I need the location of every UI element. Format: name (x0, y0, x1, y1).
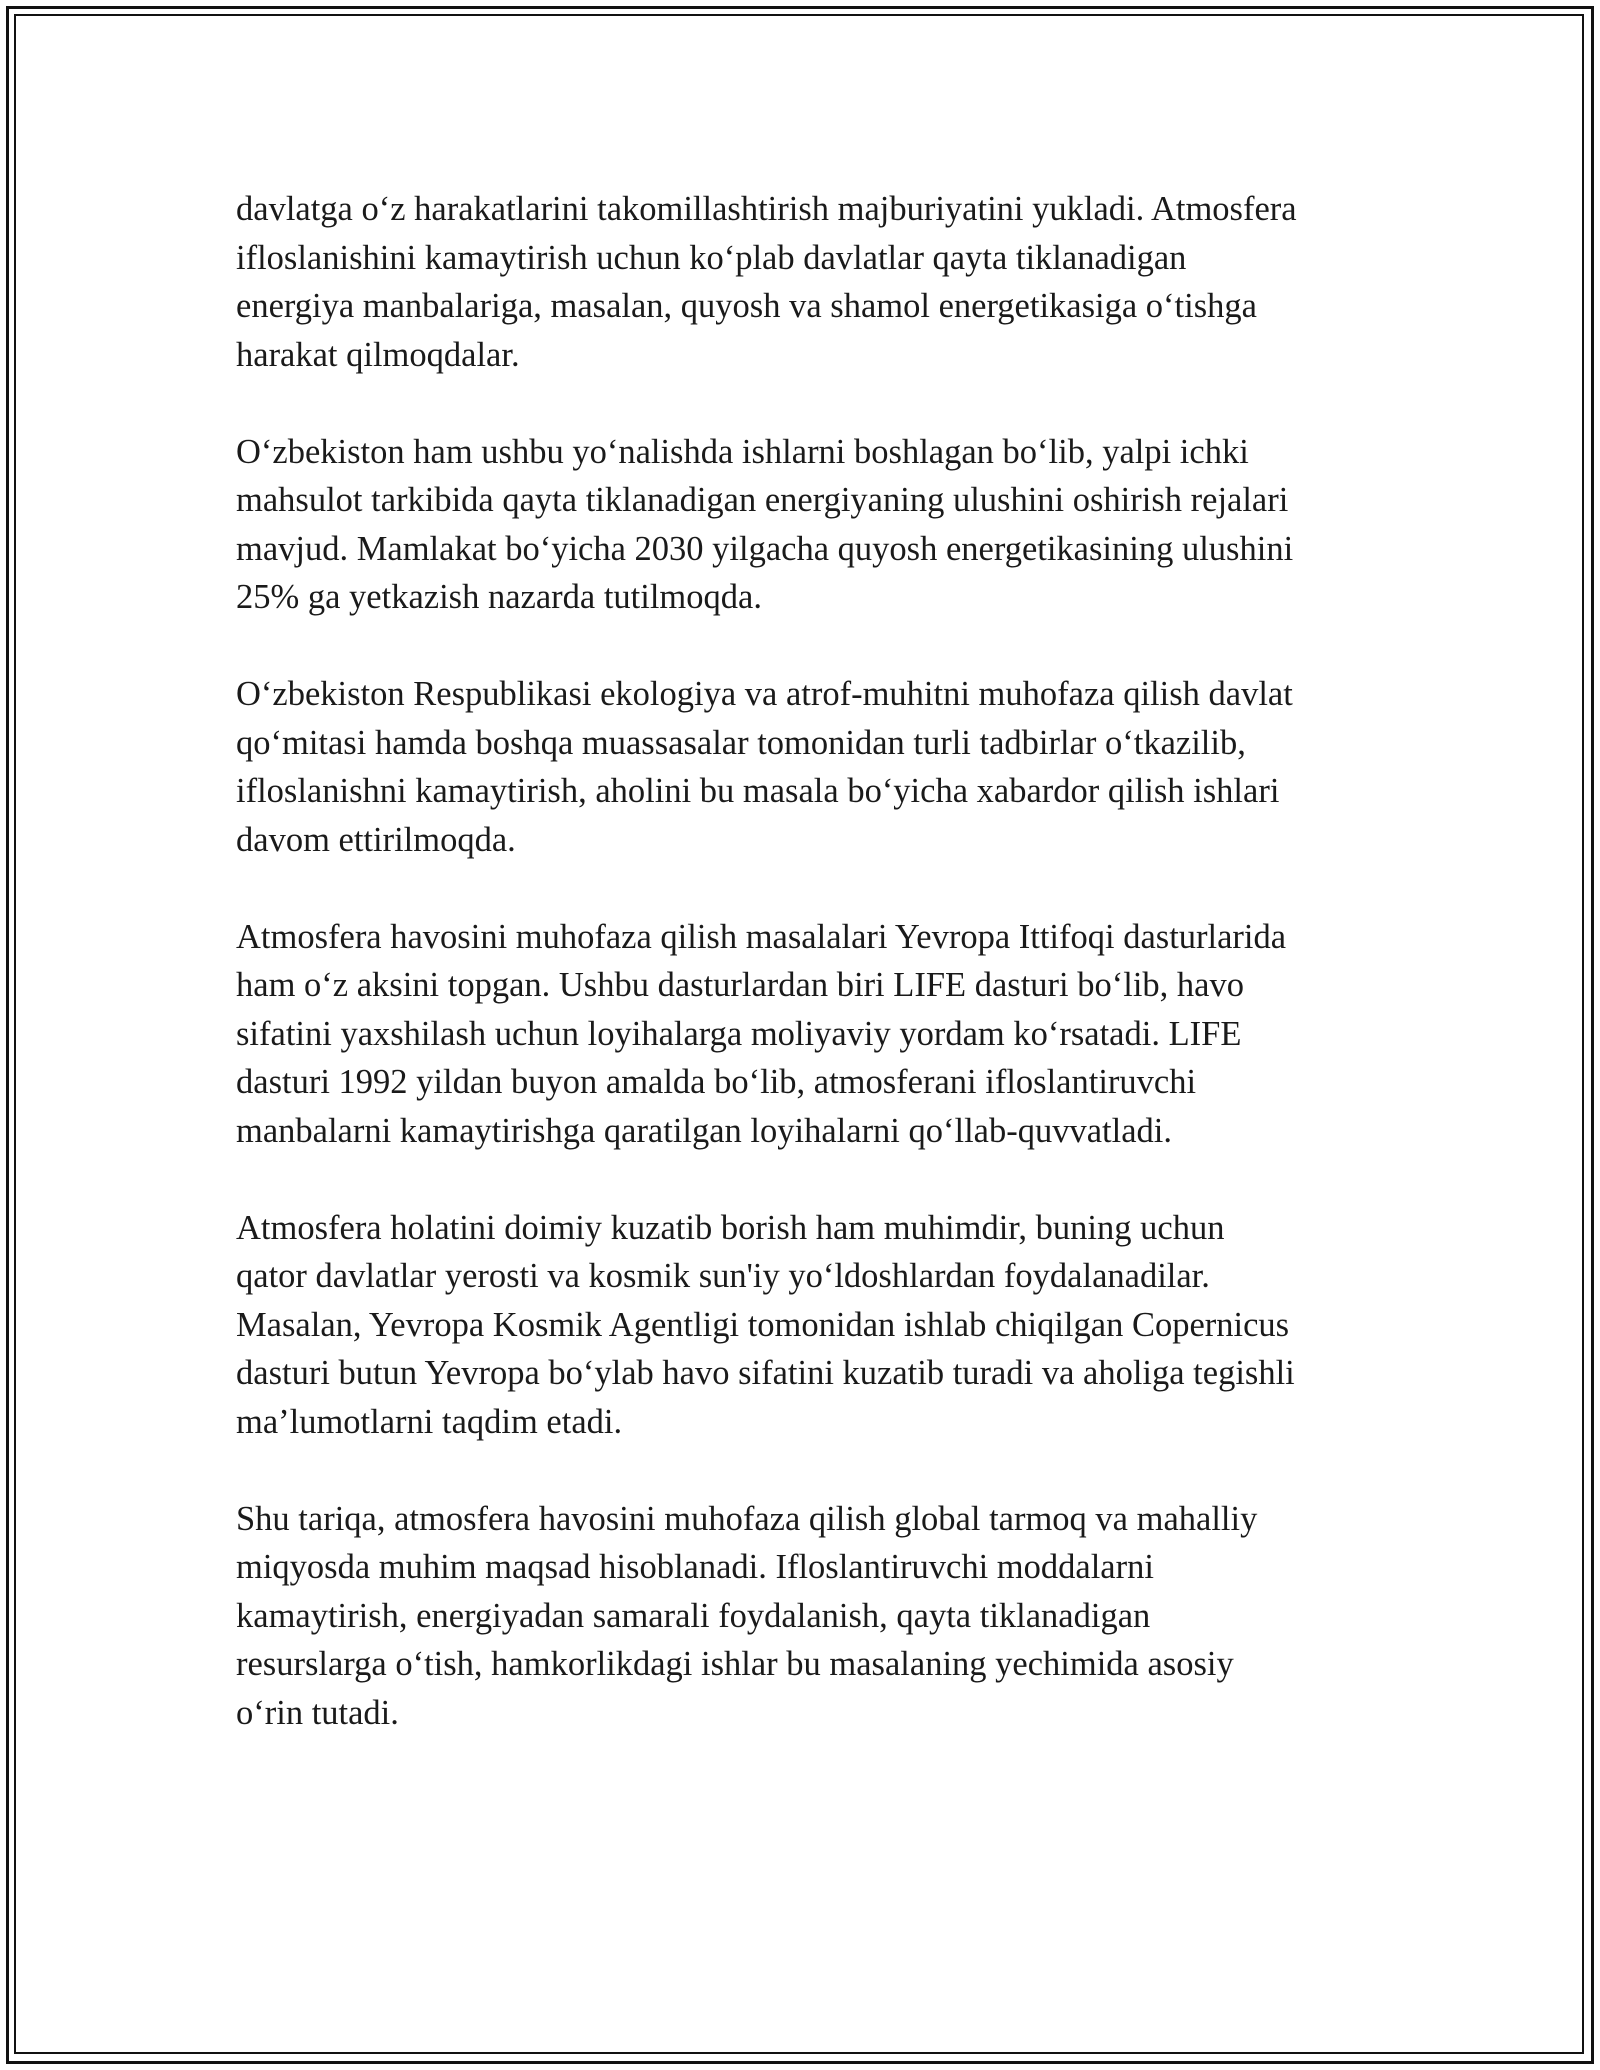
text-line: mavjud. Mamlakat bo‘yicha 2030 yilgacha quyosh energetikasining ulushini (236, 529, 1294, 568)
paragraph-2 (236, 428, 1376, 622)
text-line: qator davlatlar yerosti va kosmik sun'iy yo‘ldoshlardan foydalanadilar. (236, 1257, 1210, 1295)
paragraph-4 (236, 913, 1376, 1156)
text-line: dasturi butun Yevropa bo‘ylab havo sifatini kuzatib turadi va aholiga tegishli (236, 1354, 1295, 1392)
text-line: Masalan, Yevropa Kosmik Agentligi tomonidan ishlab chiqilgan Copernicus (236, 1305, 1290, 1344)
text-line: O‘zbekiston ham ushbu yo‘nalishda ishlarni boshlagan bo‘lib, yalpi ichki (236, 432, 1249, 471)
text-line: manbalarni kamaytirishga qaratilgan loyihalarni qo‘llab-quvvatladi. (236, 1111, 1172, 1150)
text-line: O‘zbekiston Respublikasi ekologiya va atrof-muhitni muhofaza qilish davlat (236, 675, 1293, 713)
text-line: ifloslanishini kamaytirish uchun ko‘plab davlatlar qayta tiklanadigan (236, 238, 1187, 277)
document-body (236, 185, 1376, 1786)
text-line: davlatga o‘z harakatlarini takomillashtirish majburiyatini yukladi. Atmosfera (236, 190, 1297, 228)
text-line: qo‘mitasi hamda boshqa muassasalar tomonidan turli tadbirlar o‘tkazilib, (236, 723, 1246, 762)
paragraph-6 (236, 1495, 1376, 1738)
text-line: ifloslanishni kamaytirish, aholini bu masala bo‘yicha xabardor qilish ishlari (236, 772, 1280, 810)
text-line: dasturi 1992 yildan buyon amalda bo‘lib, atmosferani ifloslantiruvchi (236, 1063, 1197, 1101)
paragraph-5 (236, 1204, 1376, 1447)
text-line: energiya manbalariga, masalan, quyosh va shamol energetikasiga o‘tishga (236, 287, 1257, 325)
text-line: ma’lumotlarni taqdim etadi. (236, 1402, 623, 1441)
text-line: harakat qilmoqdalar. (236, 335, 520, 374)
text-line: Shu tariqa, atmosfera havosini muhofaza qilish global tarmoq va mahalliy (236, 1499, 1258, 1538)
text-line: 25% ga yetkazish nazarda tutilmoqda. (236, 578, 762, 616)
text-line: davom ettirilmoqda. (236, 820, 516, 859)
text-line: ham o‘z aksini topgan. Ushbu dasturlardan biri LIFE dasturi bo‘lib, havo (236, 966, 1244, 1004)
text-line: o‘rin tutadi. (236, 1693, 399, 1732)
text-line: Atmosfera holatini doimiy kuzatib borish ham muhimdir, buning uchun (236, 1208, 1225, 1247)
text-line: Atmosfera havosini muhofaza qilish masalalari Yevropa Ittifoqi dasturlarida (236, 917, 1287, 956)
paragraph-1 (236, 185, 1376, 379)
text-line: mahsulot tarkibida qayta tiklanadigan energiyaning ulushini oshirish rejalari (236, 481, 1289, 519)
text-line: resurslarga o‘tish, hamkorlikdagi ishlar bu masalaning yechimida asosiy (236, 1645, 1234, 1683)
text-line: sifatini yaxshilash uchun loyihalarga moliyaviy yordam ko‘rsatadi. LIFE (236, 1014, 1242, 1053)
paragraph-3 (236, 670, 1376, 864)
text-line: miqyosda muhim maqsad hisoblanadi. Ifloslantiruvchi moddalarni (236, 1548, 1154, 1586)
text-line: kamaytirish, energiyadan samarali foydalanish, qayta tiklanadigan (236, 1596, 1151, 1635)
